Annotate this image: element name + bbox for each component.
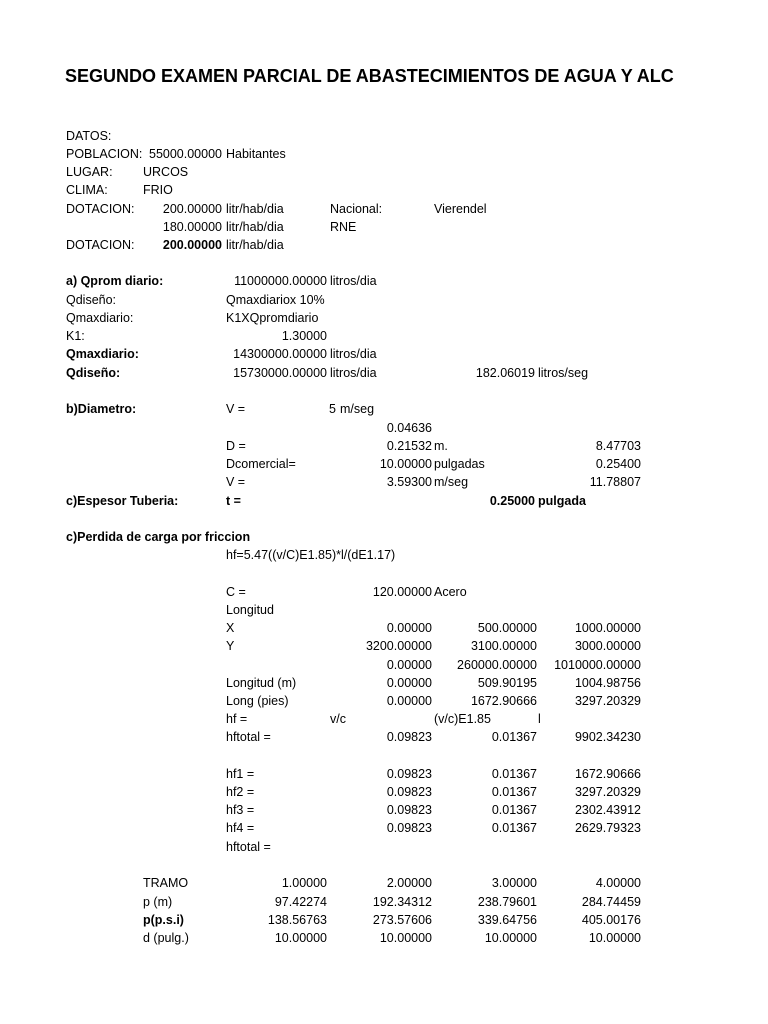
clima-label: CLIMA:	[66, 183, 108, 197]
hf-header-vc185: (v/c)E1.85	[434, 712, 491, 726]
v2-label: V =	[226, 475, 246, 489]
d-value: 0.21532	[386, 439, 432, 453]
long-m-value-1: 0.00000	[386, 676, 432, 690]
qdiseno-seg-value: 182.06019	[475, 366, 535, 380]
qmax-label: Qmaxdiario:	[66, 311, 134, 325]
hf-label: hf =	[226, 712, 248, 726]
hf2-value-3: 3297.20329	[574, 785, 641, 799]
page-title: SEGUNDO EXAMEN PARCIAL DE ABASTECIMIENTOS DE AGUA Y ALC	[65, 66, 674, 86]
v-value: 5	[329, 402, 336, 416]
hf3-value-3: 2302.43912	[574, 803, 641, 817]
hf4-value-3: 2629.79323	[574, 821, 641, 835]
y-value-1: 3200.00000	[365, 639, 432, 653]
c-value: 120.00000	[372, 585, 432, 599]
qmax2-value: 14300000.00000	[233, 347, 327, 361]
rne-label: RNE	[330, 220, 357, 234]
qprom-value: 11000000.00000	[234, 274, 327, 288]
poblacion-unit: Habitantes	[226, 147, 286, 161]
qdiseno2-value: 15730000.00000	[233, 366, 327, 380]
hf2-value-1: 0.09823	[386, 785, 432, 799]
dotacion-label: DOTACION:	[66, 202, 135, 216]
hf2-value-2: 0.01367	[491, 785, 537, 799]
y-label: Y	[226, 639, 235, 653]
c-label: C =	[226, 585, 246, 599]
dotacion3-unit: litr/hab/dia	[226, 238, 284, 252]
t-unit: pulgada	[538, 494, 586, 508]
hf1-value-3: 1672.90666	[574, 767, 641, 781]
diametro-label: b)Diametro:	[66, 402, 137, 416]
dcomercial-right: 0.25400	[595, 457, 641, 471]
hf3-value-1: 0.09823	[386, 803, 432, 817]
dcomercial-label: Dcomercial=	[226, 457, 296, 471]
v-unit: m/seg	[340, 402, 375, 416]
qmax2-label: Qmaxdiario:	[66, 347, 139, 361]
x-value-2: 500.00000	[477, 621, 537, 635]
longitud-label: Longitud	[226, 603, 274, 617]
hf2-label: hf2 =	[226, 785, 255, 799]
hf-header-l: l	[538, 712, 541, 726]
long-p-value-3: 3297.20329	[574, 694, 641, 708]
x-value-1: 0.00000	[386, 621, 432, 635]
dotacion3-label: DOTACION:	[66, 238, 135, 252]
pm-label: p (m)	[143, 895, 173, 909]
hf-formula: hf=5.47((v/C)E1.85)*l/(dE1.17)	[226, 548, 396, 562]
dpulg-label: d (pulg.)	[143, 931, 189, 945]
poblacion-value: 55000.00000	[149, 147, 222, 161]
dotacion2-unit: litr/hab/dia	[226, 220, 284, 234]
dotacion1-unit: litr/hab/dia	[226, 202, 284, 216]
hf3-value-2: 0.01367	[491, 803, 537, 817]
hf4-label: hf4 =	[226, 821, 255, 835]
hf3-label: hf3 =	[226, 803, 255, 817]
d-right: 8.47703	[595, 439, 641, 453]
qmax2-unit: litros/dia	[330, 347, 377, 361]
lugar-label: LUGAR:	[66, 165, 113, 179]
k1-label: K1:	[66, 329, 85, 343]
dotacion3-value: 200.00000	[162, 238, 222, 252]
hf4-value-2: 0.01367	[491, 821, 537, 835]
hftotal-value-2: 0.01367	[491, 730, 537, 744]
t-value: 0.25000	[489, 494, 535, 508]
nacional-label: Nacional:	[330, 202, 383, 216]
tramo-value-2: 2.00000	[386, 876, 432, 890]
psi-value-4: 405.00176	[581, 913, 641, 927]
long-m-label: Longitud (m)	[226, 676, 297, 690]
psi-value-2: 273.57606	[372, 913, 432, 927]
t-label: t =	[226, 494, 241, 508]
tramo-value-1: 1.00000	[281, 876, 327, 890]
v2-unit: m/seg	[434, 475, 469, 489]
qmax-formula: K1XQpromdiario	[226, 311, 319, 325]
x-label: X	[226, 621, 235, 635]
pm-value-2: 192.34312	[372, 895, 432, 909]
area-value: 0.04636	[386, 421, 432, 435]
espesor-label: c)Espesor Tuberia:	[66, 494, 179, 508]
dcomercial-unit: pulgadas	[434, 457, 485, 471]
x-value-3: 1000.00000	[574, 621, 641, 635]
tramo-label: TRAMO	[143, 876, 189, 890]
dpulg-value-3: 10.00000	[484, 931, 537, 945]
pm-value-4: 284.74459	[581, 895, 641, 909]
long-p-label: Long (pies)	[226, 694, 289, 708]
sq-value-1: 0.00000	[386, 658, 432, 672]
lugar-value: URCOS	[143, 165, 189, 179]
y-value-3: 3000.00000	[574, 639, 641, 653]
tramo-value-3: 3.00000	[491, 876, 537, 890]
long-p-value-2: 1672.90666	[470, 694, 537, 708]
qdiseno2-unit: litros/dia	[330, 366, 377, 380]
c-material: Acero	[434, 585, 467, 599]
poblacion-label: POBLACION:	[66, 147, 143, 161]
hf1-label: hf1 =	[226, 767, 255, 781]
y-value-2: 3100.00000	[470, 639, 537, 653]
hftotal2-label: hftotal =	[226, 840, 271, 854]
qdiseno2-label: Qdiseño:	[66, 366, 121, 380]
v2-right: 11.78807	[589, 475, 641, 489]
long-m-value-2: 509.90195	[477, 676, 537, 690]
d-unit: m.	[434, 439, 448, 453]
qdiseno-label: Qdiseño:	[66, 293, 117, 307]
psi-label: p(p.s.i)	[143, 913, 184, 927]
tramo-value-4: 4.00000	[595, 876, 641, 890]
hftotal-value-3: 9902.34230	[574, 730, 641, 744]
datos-header: DATOS:	[66, 129, 112, 143]
qdiseno-seg-unit: litros/seg	[538, 366, 589, 380]
long-p-value-1: 0.00000	[386, 694, 432, 708]
d-label: D =	[226, 439, 246, 453]
qprom-unit: litros/dia	[330, 274, 377, 288]
long-m-value-3: 1004.98756	[574, 676, 641, 690]
hf1-value-2: 0.01367	[491, 767, 537, 781]
v2-value: 3.59300	[386, 475, 432, 489]
psi-value-3: 339.64756	[477, 913, 537, 927]
dcomercial-value: 10.00000	[379, 457, 432, 471]
k1-value: 1.30000	[281, 329, 327, 343]
hftotal-label: hftotal =	[226, 730, 271, 744]
pm-value-1: 97.42274	[274, 895, 327, 909]
pm-value-3: 238.79601	[477, 895, 537, 909]
hf-header-vc: v/c	[330, 712, 346, 726]
clima-value: FRIO	[143, 183, 173, 197]
qprom-label: a) Qprom diario:	[66, 274, 164, 288]
qdiseno-formula: Qmaxdiariox 10%	[226, 293, 325, 307]
hf4-value-1: 0.09823	[386, 821, 432, 835]
sq-value-2: 260000.00000	[457, 658, 537, 672]
dotacion1-value: 200.00000	[162, 202, 222, 216]
sq-value-3: 1010000.00000	[554, 658, 641, 672]
perdida-label: c)Perdida de carga por friccion	[66, 530, 251, 544]
hf1-value-1: 0.09823	[386, 767, 432, 781]
dpulg-value-2: 10.00000	[379, 931, 432, 945]
psi-value-1: 138.56763	[267, 913, 327, 927]
v-label: V =	[226, 402, 246, 416]
dpulg-value-1: 10.00000	[274, 931, 327, 945]
hftotal-value-1: 0.09823	[386, 730, 432, 744]
dotacion2-value: 180.00000	[162, 220, 222, 234]
dpulg-value-4: 10.00000	[588, 931, 641, 945]
nacional-value: Vierendel	[434, 202, 487, 216]
